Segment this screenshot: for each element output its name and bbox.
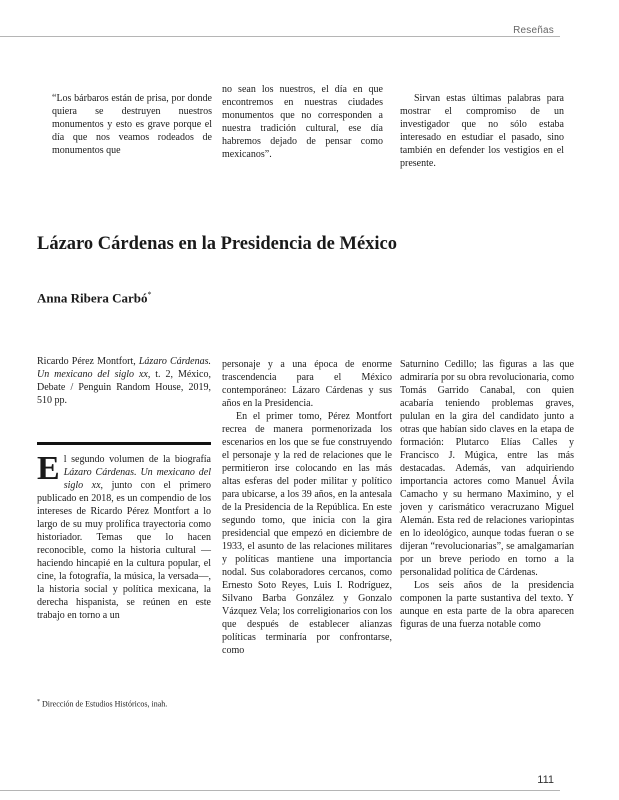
author-footnote-mark: * <box>147 290 152 299</box>
article-title: Lázaro Cárdenas en la Presidencia de México <box>37 234 398 254</box>
book-reference <box>37 355 211 407</box>
paragraph-continued: Saturnino Cedillo; las figuras a las que admiraría por su obra revolucionaria, como Tomás Garrido Canabal, con quien acabaría teniendo problemas graves, pululan en la gira del candidato junto a otras que habían sido claves en la etapa de formación: Plutarco Elías Calles y Francisco J. Múgica, entre las más destacadas. Además, van adquiriendo importancia actores como Manuel Ávila Camacho y su hermano Maximino, y el joven y carismático veracruzano Miguel Alemán. Esta red de relaciones variopintas en lo ideológico, aunque todas fueran o se dijeran “revolucionarias”, se amalgamarían por un breve periodo en torno a la personalidad política de Cárdenas. <box>400 359 574 578</box>
reference-details: , t. 2, México, Debate / Penguin Random House, 2019, 510 pp. <box>37 369 211 406</box>
opening-paragraph <box>37 450 212 622</box>
paragraph: En el primer tomo, Pérez Montfort recrea de manera pormenorizada los escenarios en los que se fue construyendo el personaje y la red de relaciones que le permitieron irse colocando en las más altas esferas del poder militar y político para ubicarse, a los 39 años, en la antesala de la Presidencia de la República. En este segundo tomo, que inicia con la gira presidencial que empezó en diciembre de 1933, el asunto de las relaciones militares y políticas mantiene una importancia nodal. Sus colaboradores cercanos, como Ernesto Soto Reyes, Luis I. Rodríguez, Silvano Barba González y Gonzalo Vázquez Vela; los correligionarios con los que después de establecer alianzas políticas terminaría por confrontarse, como <box>222 411 392 656</box>
body-column-2 <box>222 358 392 657</box>
body-column-3 <box>400 358 574 631</box>
footer-rule <box>0 790 560 791</box>
reference-book-title: Lázaro Cárdenas. Un mexicano del siglo xx <box>37 356 211 380</box>
paragraph-text-continued: , junto con el primero publicado en 2018, es un compendio de los intereses de Ricardo Pérez Montfort a lo largo de su muy prolífica trayectoria como historiador. Temas que lo hacen reconocible, como la historia cultural —haciendo hincapié en la cultura popular, el cine, la fotografía, la música, la versada—, la historia social y política mexicana, la derecha hispanista, se reúnen en este trabajo en torno a un <box>37 480 212 621</box>
drop-cap: E <box>37 450 60 487</box>
previous-review-column-1 <box>52 92 212 157</box>
paragraph-text: l segundo volumen de la biografía <box>63 454 211 465</box>
quote-paragraph-continued: no sean los nuestros, el día en que encontremos en nuestras ciudades monumentos que no corresponden a nuestra tradición cultural, ese día habremos dejado de pensar como mexicanos”. <box>222 84 383 160</box>
previous-review-column-2 <box>222 83 383 161</box>
reference-author: Ricardo Pérez Montfort, <box>37 356 139 367</box>
paragraph: Los seis años de la presidencia componen la parte sustantiva del texto. Y aunque en esta parte de la obra aparecen figuras de una fuerza notable como <box>400 580 574 630</box>
quote-paragraph: “Los bárbaros están de prisa, por donde quiera se destruyen nuestros monumentos y esto es grave porque el día que nos veamos rodeados de monumentos que <box>52 93 212 156</box>
previous-review-column-3 <box>400 92 564 170</box>
inline-book-title: Lázaro Cárdenas. Un mexicano del siglo xx <box>63 467 211 491</box>
footnote-mark: * <box>37 699 40 705</box>
header-rule <box>0 36 560 37</box>
section-rule <box>37 442 211 445</box>
article-author <box>37 290 152 306</box>
footnote-text: Dirección de Estudios Históricos, inah. <box>42 699 168 709</box>
body-column-1 <box>37 450 212 622</box>
closing-paragraph: Sirvan estas últimas palabras para mostrar el compromiso de un investigador que no sólo estaba interesado en estudiar el pasado, sino también en defender los vestigios en el presente. <box>400 93 564 169</box>
author-name: Anna Ribera Carbó <box>37 290 148 306</box>
page-number: 111 <box>537 774 554 786</box>
footnote <box>37 697 211 710</box>
running-header-section: Reseñas <box>513 25 554 36</box>
paragraph-continued: personaje y a una época de enorme trascendencia para el México contemporáneo: Lázaro Cárdenas y sus años en la Presidencia. <box>222 359 392 409</box>
